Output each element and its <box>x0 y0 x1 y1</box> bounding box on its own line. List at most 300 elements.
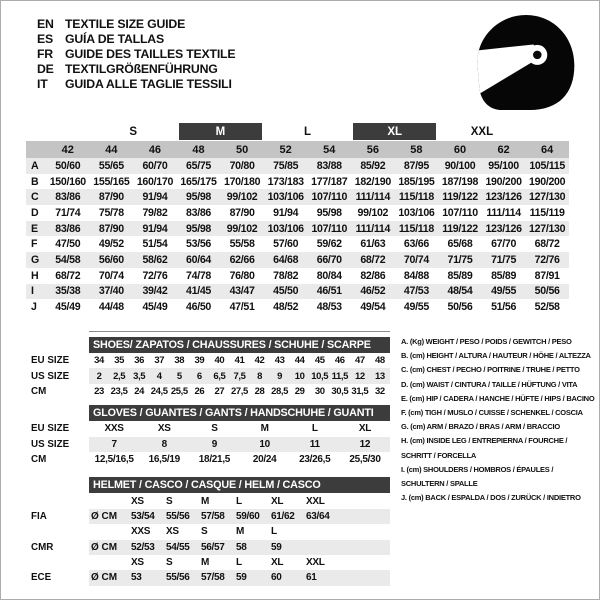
shoes-size-value: 24 <box>134 385 145 397</box>
measurement-value: 54/58 <box>55 253 81 266</box>
measurement-value: 150/160 <box>49 175 86 188</box>
measurement-value: 103/106 <box>267 191 304 204</box>
shoes-size-value: 27,5 <box>231 385 248 397</box>
numeric-size: 52 <box>279 143 292 156</box>
shoes-size-value: 2,5 <box>113 370 126 382</box>
measurement-value: 177/187 <box>311 175 348 188</box>
row-values <box>46 223 569 235</box>
gloves-size-value: 10 <box>259 438 270 450</box>
shoes-title: SHOES/ ZAPATOS / CHAUSSURES / SCHUHE / SCARPE <box>89 337 390 353</box>
row-values <box>46 270 569 282</box>
measurement-row <box>26 252 569 268</box>
helmet-size-value: S <box>166 495 173 507</box>
helmet-row <box>31 540 390 555</box>
helmet-size-value: XXS <box>131 526 151 538</box>
legend-line: G. (cm) ARM / BRAZO / BRAS / ARM / BRACCIO <box>401 422 560 432</box>
measurement-value: 45/49 <box>142 301 168 314</box>
measurement-value: 65/68 <box>447 238 473 251</box>
shoes-size-value: 7,5 <box>233 370 246 382</box>
measurement-value: 127/130 <box>529 191 566 204</box>
numeric-size: 44 <box>105 143 118 156</box>
helmet-row-values <box>89 493 390 508</box>
measurement-value: 105/115 <box>529 159 565 172</box>
shoes-size-value: 40 <box>214 355 225 367</box>
accessory-tables <box>31 337 390 592</box>
gloves-row <box>31 452 390 467</box>
measurement-value: 71/75 <box>491 253 517 266</box>
measurement-value: 76/80 <box>229 269 255 282</box>
measurement-value: 111/114 <box>486 206 521 219</box>
measurement-legend <box>401 335 595 505</box>
legend-line: H. (cm) INSIDE LEG / ENTREPIERNA / FOURCHE / <box>401 436 568 446</box>
shoes-size-value: 2 <box>96 370 102 382</box>
helmet-size-value: 52/53 <box>131 541 155 553</box>
shoes-titlebar <box>31 337 390 353</box>
measurement-value: 35/38 <box>55 285 81 298</box>
shoes-size-value: 8 <box>257 370 262 382</box>
measurement-value: 62/66 <box>229 253 255 266</box>
measurement-value: 119/122 <box>442 222 478 235</box>
helmet-size-value: M <box>201 557 210 569</box>
shoes-size-value: 45 <box>314 355 325 367</box>
measurement-value: 99/102 <box>226 222 258 235</box>
measurement-value: 119/122 <box>442 191 478 204</box>
measurement-value: 115/119 <box>529 206 565 219</box>
numeric-size: 48 <box>192 143 205 156</box>
measurement-value: 70/80 <box>229 159 255 172</box>
measurement-value: 44/48 <box>98 301 124 314</box>
measurement-value: 78/82 <box>273 269 299 282</box>
measurement-value: 51/54 <box>142 238 168 251</box>
helmet-size-value <box>306 542 341 553</box>
row-values <box>46 301 569 313</box>
numeric-size: 56 <box>366 143 379 156</box>
legend-item <box>401 392 595 406</box>
shoes-size-value: 28 <box>254 385 265 397</box>
measurement-value: 74/78 <box>186 269 212 282</box>
row-letter: D <box>31 206 39 219</box>
language-code: FR <box>37 46 53 61</box>
size-group-header <box>90 123 569 140</box>
measurement-value: 85/89 <box>491 269 517 282</box>
shoes-row-label: EU SIZE <box>31 355 70 367</box>
gloves-row-values <box>89 421 390 436</box>
legend-line: C. (cm) CHEST / PECHO / POITRINE / TRUHE / PETTO <box>401 365 580 375</box>
measurement-value: 46/50 <box>186 301 212 314</box>
helmet-row-label: ECE <box>31 572 52 584</box>
measurement-value: 72/76 <box>534 253 560 266</box>
measurement-value: 87/90 <box>98 222 124 235</box>
measurement-value: 63/66 <box>403 238 429 251</box>
numeric-size: 58 <box>410 143 423 156</box>
measurement-value: 190/200 <box>529 175 566 188</box>
helmet-size-value: 55/56 <box>166 510 190 522</box>
shoes-row <box>31 368 390 383</box>
shoes-size-value: 23,5 <box>110 385 128 397</box>
row-values <box>46 238 569 250</box>
legend-item <box>401 349 591 363</box>
measurement-value: 91/94 <box>142 191 168 204</box>
measurement-value: 111/114 <box>355 191 391 204</box>
measurement-value: 66/70 <box>316 253 342 266</box>
measurement-value: 107/110 <box>311 222 348 235</box>
measurement-value: 39/42 <box>142 285 168 298</box>
legend-item <box>401 363 591 377</box>
helmet-size-value: 63/64 <box>306 510 330 522</box>
helmet-size-value: 54/55 <box>166 541 190 553</box>
helmet-size-value: S <box>201 526 208 538</box>
shoes-size-value: 4 <box>156 370 162 382</box>
helmet-row-values <box>89 524 390 539</box>
shoes-size-value: 48 <box>375 355 385 367</box>
numeric-sizes <box>46 144 569 156</box>
helmet-size-value: XL <box>271 495 284 507</box>
gloves-size-value: 18/21,5 <box>198 454 231 466</box>
shoes-size-value: 6 <box>196 370 202 382</box>
helmet-size-value: 61/62 <box>271 510 295 522</box>
measurement-row <box>26 268 569 284</box>
measurement-value: 71/74 <box>55 206 81 219</box>
row-letter: A <box>31 159 39 172</box>
legend-line: F. (cm) TIGH / MUSLO / CUISSE / SCHENKEL / COSCIA <box>401 408 583 418</box>
size-group-label: L <box>304 125 312 138</box>
measurement-value: 155/165 <box>93 175 130 188</box>
gloves-size-value: M <box>260 423 269 435</box>
helmet-size-value: 61 <box>306 572 317 584</box>
row-letter: I <box>31 285 34 298</box>
measurement-value: 165/175 <box>180 175 217 188</box>
measurement-value: 60/64 <box>186 253 212 266</box>
shoes-size-value: 9 <box>277 370 283 382</box>
row-letter: J <box>31 301 37 314</box>
shoes-size-value: 27 <box>214 385 225 397</box>
numeric-size: 60 <box>453 143 467 156</box>
helmet-size-value: 53 <box>131 572 142 584</box>
guide-title: GUÍA DE TALLAS <box>65 32 164 47</box>
measurement-value: 67/70 <box>491 238 517 251</box>
numeric-size-header <box>26 141 569 158</box>
legend-item <box>401 463 591 491</box>
shoes-size-value: 26 <box>194 385 205 397</box>
measurement-value: 103/106 <box>267 222 304 235</box>
measurement-value: 83/86 <box>55 222 81 235</box>
measurement-value: 52/58 <box>534 301 560 314</box>
shoes-size-value: 29 <box>294 385 305 397</box>
legend-item <box>401 378 591 392</box>
measurement-value: 85/92 <box>360 159 386 172</box>
shoes-size-value: 41 <box>234 355 245 367</box>
measurement-value: 56/60 <box>98 253 124 266</box>
helmet-row <box>31 570 390 585</box>
measurement-value: 45/50 <box>273 285 299 298</box>
helmet-size-value: XS <box>131 495 144 507</box>
shoes-size-value: 12 <box>354 370 365 382</box>
size-group-label: M <box>177 123 264 140</box>
legend-line: D. (cm) WAIST / CINTURA / TAILLE / HÜFTUNG / VITA <box>401 379 578 389</box>
helmet-size-value: 53/54 <box>131 510 155 522</box>
helmet-size-value: M <box>236 526 245 538</box>
gloves-size-value: 20/24 <box>252 454 277 466</box>
measurement-value: 71/75 <box>447 253 473 266</box>
helmet-row-values <box>89 570 390 585</box>
measurement-value: 95/100 <box>488 159 519 172</box>
shoes-size-value: 42 <box>254 355 265 367</box>
measurement-value: 41/45 <box>186 285 212 298</box>
helmet-table <box>31 477 390 585</box>
measurement-value: 91/94 <box>273 206 299 219</box>
language-code: DE <box>37 61 54 76</box>
shoes-size-value: 47 <box>354 355 365 367</box>
measurement-value: 46/52 <box>360 285 386 298</box>
measurement-value: 123/126 <box>485 222 522 235</box>
measurement-value: 85/89 <box>447 269 473 282</box>
shoes-size-value: 25,5 <box>170 385 188 397</box>
shoes-row <box>31 384 390 399</box>
helmet-size-value: S <box>166 557 173 569</box>
helmet-size-value: XL <box>271 557 284 569</box>
helmet-size-value: 59 <box>236 572 247 584</box>
guide-title: GUIDA ALLE TAGLIE TESSILI <box>65 76 232 91</box>
language-code: IT <box>37 76 48 91</box>
gloves-row-label: EU SIZE <box>31 423 70 435</box>
measurement-value: 103/106 <box>398 206 435 219</box>
measurement-value: 182/190 <box>354 175 391 188</box>
shoes-size-value: 46 <box>334 355 345 367</box>
helmet-row-values <box>89 555 390 570</box>
measurement-value: 46/51 <box>316 285 342 298</box>
shoes-size-value: 38 <box>174 355 185 367</box>
measurement-value: 87/90 <box>229 206 255 219</box>
size-group-label: XXL <box>470 125 494 138</box>
measurement-value: 68/72 <box>534 238 560 251</box>
gloves-size-value: 16,5/19 <box>148 454 180 466</box>
measurement-value: 65/75 <box>186 159 212 172</box>
measurement-value: 49/52 <box>98 238 124 251</box>
shoes-size-value: 28,5 <box>271 385 289 397</box>
shoes-size-value: 43 <box>274 355 285 367</box>
measurement-row <box>26 189 569 205</box>
measurement-value: 91/94 <box>142 222 168 235</box>
shoes-size-value: 10,5 <box>311 370 329 382</box>
helmet-size-value: L <box>271 526 277 538</box>
measurement-value: 55/65 <box>98 159 124 172</box>
shoes-row-label: CM <box>31 385 47 397</box>
gloves-size-value: L <box>311 423 318 435</box>
helmet-size-value: 57/58 <box>201 572 225 584</box>
gloves-titlebar <box>31 405 390 421</box>
language-row <box>37 17 235 32</box>
row-values <box>46 160 569 172</box>
guide-title: TEXTILGRÖßENFÜHRUNG <box>65 61 218 76</box>
language-row <box>37 61 235 76</box>
gloves-size-value: 12 <box>359 438 371 450</box>
gloves-size-value: 7 <box>111 438 117 450</box>
row-letter: C <box>31 191 39 204</box>
language-code: EN <box>37 17 54 32</box>
measurement-value: 83/86 <box>55 191 81 204</box>
row-letter: H <box>31 269 39 282</box>
shoes-size-value: 13 <box>375 370 385 382</box>
gloves-size-value: 9 <box>211 438 218 450</box>
measurement-value: 48/52 <box>273 301 299 314</box>
gloves-size-value: 25,5/30 <box>349 454 381 466</box>
measurement-value: 115/118 <box>398 222 434 235</box>
helmet-size-value: 60 <box>271 572 282 584</box>
gloves-title: GLOVES / GUANTES / GANTS / HANDSCHUHE / GUANTI <box>89 405 390 421</box>
helmet-row <box>31 524 390 539</box>
size-group-label: XL <box>351 123 438 140</box>
measurement-value: 127/130 <box>529 222 566 235</box>
measurement-value: 99/102 <box>357 206 389 219</box>
measurement-value: 64/68 <box>273 253 299 266</box>
legend-line: E. (cm) HIP / CADERA / HANCHE / HÜFTE / HIPS / BACINO <box>401 393 595 403</box>
helmet-size-value: 57/58 <box>201 510 225 522</box>
row-letter: E <box>31 222 38 235</box>
measurement-value: 50/60 <box>55 159 81 172</box>
row-letter: F <box>31 238 38 251</box>
measurement-value: 170/180 <box>224 175 261 188</box>
helmet-row-label: CMR <box>31 541 54 553</box>
measurement-value: 187/198 <box>441 175 479 188</box>
language-row <box>37 32 235 47</box>
measurement-value: 115/118 <box>398 191 434 204</box>
row-values <box>46 176 569 188</box>
gloves-row-values <box>89 437 390 452</box>
shoes-size-value: 3,5 <box>133 370 146 382</box>
row-values <box>46 191 569 203</box>
helmet-size-value: XXL <box>306 557 325 569</box>
measurement-value: 87/91 <box>534 269 560 282</box>
measurement-value: 82/86 <box>360 269 386 282</box>
measurement-value: 95/98 <box>186 222 212 235</box>
language-row <box>37 47 235 62</box>
measurement-value: 53/56 <box>186 238 212 251</box>
row-values <box>46 207 569 219</box>
measurement-value: 37/40 <box>98 285 124 298</box>
helmet-titlebar <box>31 477 390 493</box>
legend-line: I. (cm) SHOULDERS / HOMBROS / ÉPAULES / <box>401 464 554 474</box>
helmet-row <box>31 509 390 524</box>
shoes-size-value: 35 <box>114 355 124 367</box>
measurement-value: 60/70 <box>142 159 168 172</box>
helmet-size-value: 58 <box>236 541 247 553</box>
helmet-size-value: L <box>236 557 242 569</box>
helmet-row <box>31 555 390 570</box>
shoes-row-values <box>89 384 390 399</box>
shoes-size-value: 11,5 <box>331 370 348 382</box>
helmet-size-value: L <box>236 495 242 507</box>
numeric-size: 50 <box>235 143 249 156</box>
shoes-table <box>31 337 390 399</box>
shoes-size-value: 44 <box>294 355 305 367</box>
measurement-value: 107/110 <box>442 206 478 219</box>
gloves-size-value: XL <box>358 423 372 435</box>
shoes-row-label: US SIZE <box>31 370 70 382</box>
language-titles <box>37 17 235 91</box>
gloves-table <box>31 405 390 467</box>
measurement-row <box>26 158 569 174</box>
measurement-value: 43/47 <box>229 285 255 298</box>
legend-line: A. (Kg) WEIGHT / PESO / POIDS / GEWITCH / PESO <box>401 337 572 346</box>
row-letter: G <box>31 253 39 266</box>
numeric-size: 46 <box>148 143 162 156</box>
shoes-size-value: 30,5 <box>331 385 349 397</box>
measurement-value: 45/49 <box>55 301 81 314</box>
measurement-value: 83/88 <box>316 159 342 172</box>
helmet-row-values <box>89 509 390 524</box>
row-values <box>46 285 569 297</box>
measurement-value: 87/90 <box>98 191 124 204</box>
gloves-size-value: 12,5/16,5 <box>94 454 134 466</box>
helmet-title: HELMET / CASCO / CASQUE / HELM / CASCO <box>89 477 390 493</box>
helmet-size-value: 56/57 <box>201 541 225 553</box>
helmet-size-value: 55/56 <box>166 572 190 584</box>
guide-title: GUIDE DES TAILLES TEXTILE <box>65 46 236 61</box>
language-code: ES <box>37 32 54 47</box>
measurement-value: 87/95 <box>403 159 429 172</box>
measurement-value: 160/170 <box>136 175 174 188</box>
measurement-value: 99/102 <box>226 191 258 204</box>
row-letter: B <box>31 175 39 188</box>
measurement-value: 49/55 <box>403 301 429 314</box>
gloves-size-value: 11 <box>309 438 320 450</box>
helmet-size-value: M <box>201 495 210 507</box>
language-row <box>37 76 235 91</box>
measurement-rows <box>26 158 569 315</box>
measurement-row <box>26 299 569 315</box>
gloves-size-value: XS <box>157 423 171 435</box>
measurement-value: 51/56 <box>491 301 517 314</box>
gloves-row <box>31 421 390 436</box>
legend-item <box>401 406 591 420</box>
shoes-size-value: 31,5 <box>351 385 369 397</box>
measurement-value: 48/54 <box>447 285 473 298</box>
measurement-value: 70/74 <box>403 253 429 266</box>
helmet-row-label: FIA <box>31 510 47 522</box>
measurement-value: 75/85 <box>273 159 299 172</box>
measurement-row <box>26 174 569 190</box>
section-divider <box>89 331 390 332</box>
measurement-row <box>26 236 569 252</box>
gloves-size-value: 23/26,5 <box>299 454 331 466</box>
shoes-row-values <box>89 368 390 383</box>
measurement-value: 83/86 <box>186 206 212 219</box>
helmet-size-value: 59 <box>271 541 282 553</box>
measurement-value: 70/74 <box>98 269 124 282</box>
shoes-size-value: 24,5 <box>150 385 168 397</box>
numeric-size: 54 <box>323 143 336 156</box>
measurement-value: 111/114 <box>355 222 391 235</box>
diameter-unit-label: Ø CM <box>91 572 118 584</box>
measurement-value: 61/63 <box>360 238 386 251</box>
gloves-size-value: S <box>211 423 218 435</box>
shoes-size-value: 5 <box>176 370 182 382</box>
guide-title: TEXTILE SIZE GUIDE <box>65 17 186 32</box>
legend-line: SCHULTERN / SPALLE <box>401 479 478 489</box>
measurement-value: 47/53 <box>403 285 429 298</box>
size-group-label: S <box>129 125 138 138</box>
legend-item <box>401 420 591 434</box>
helmet-size-value: 59/60 <box>236 510 260 522</box>
legend-line: SCHRITT / FORCELLA <box>401 450 477 460</box>
measurement-value: 80/84 <box>316 269 342 282</box>
shoes-row <box>31 353 390 368</box>
measurement-value: 47/50 <box>55 238 81 251</box>
shoes-size-value: 23 <box>94 385 104 397</box>
helmet-size-value: XS <box>131 557 144 569</box>
diameter-unit-label: Ø CM <box>91 510 118 522</box>
measurement-row <box>26 205 569 221</box>
